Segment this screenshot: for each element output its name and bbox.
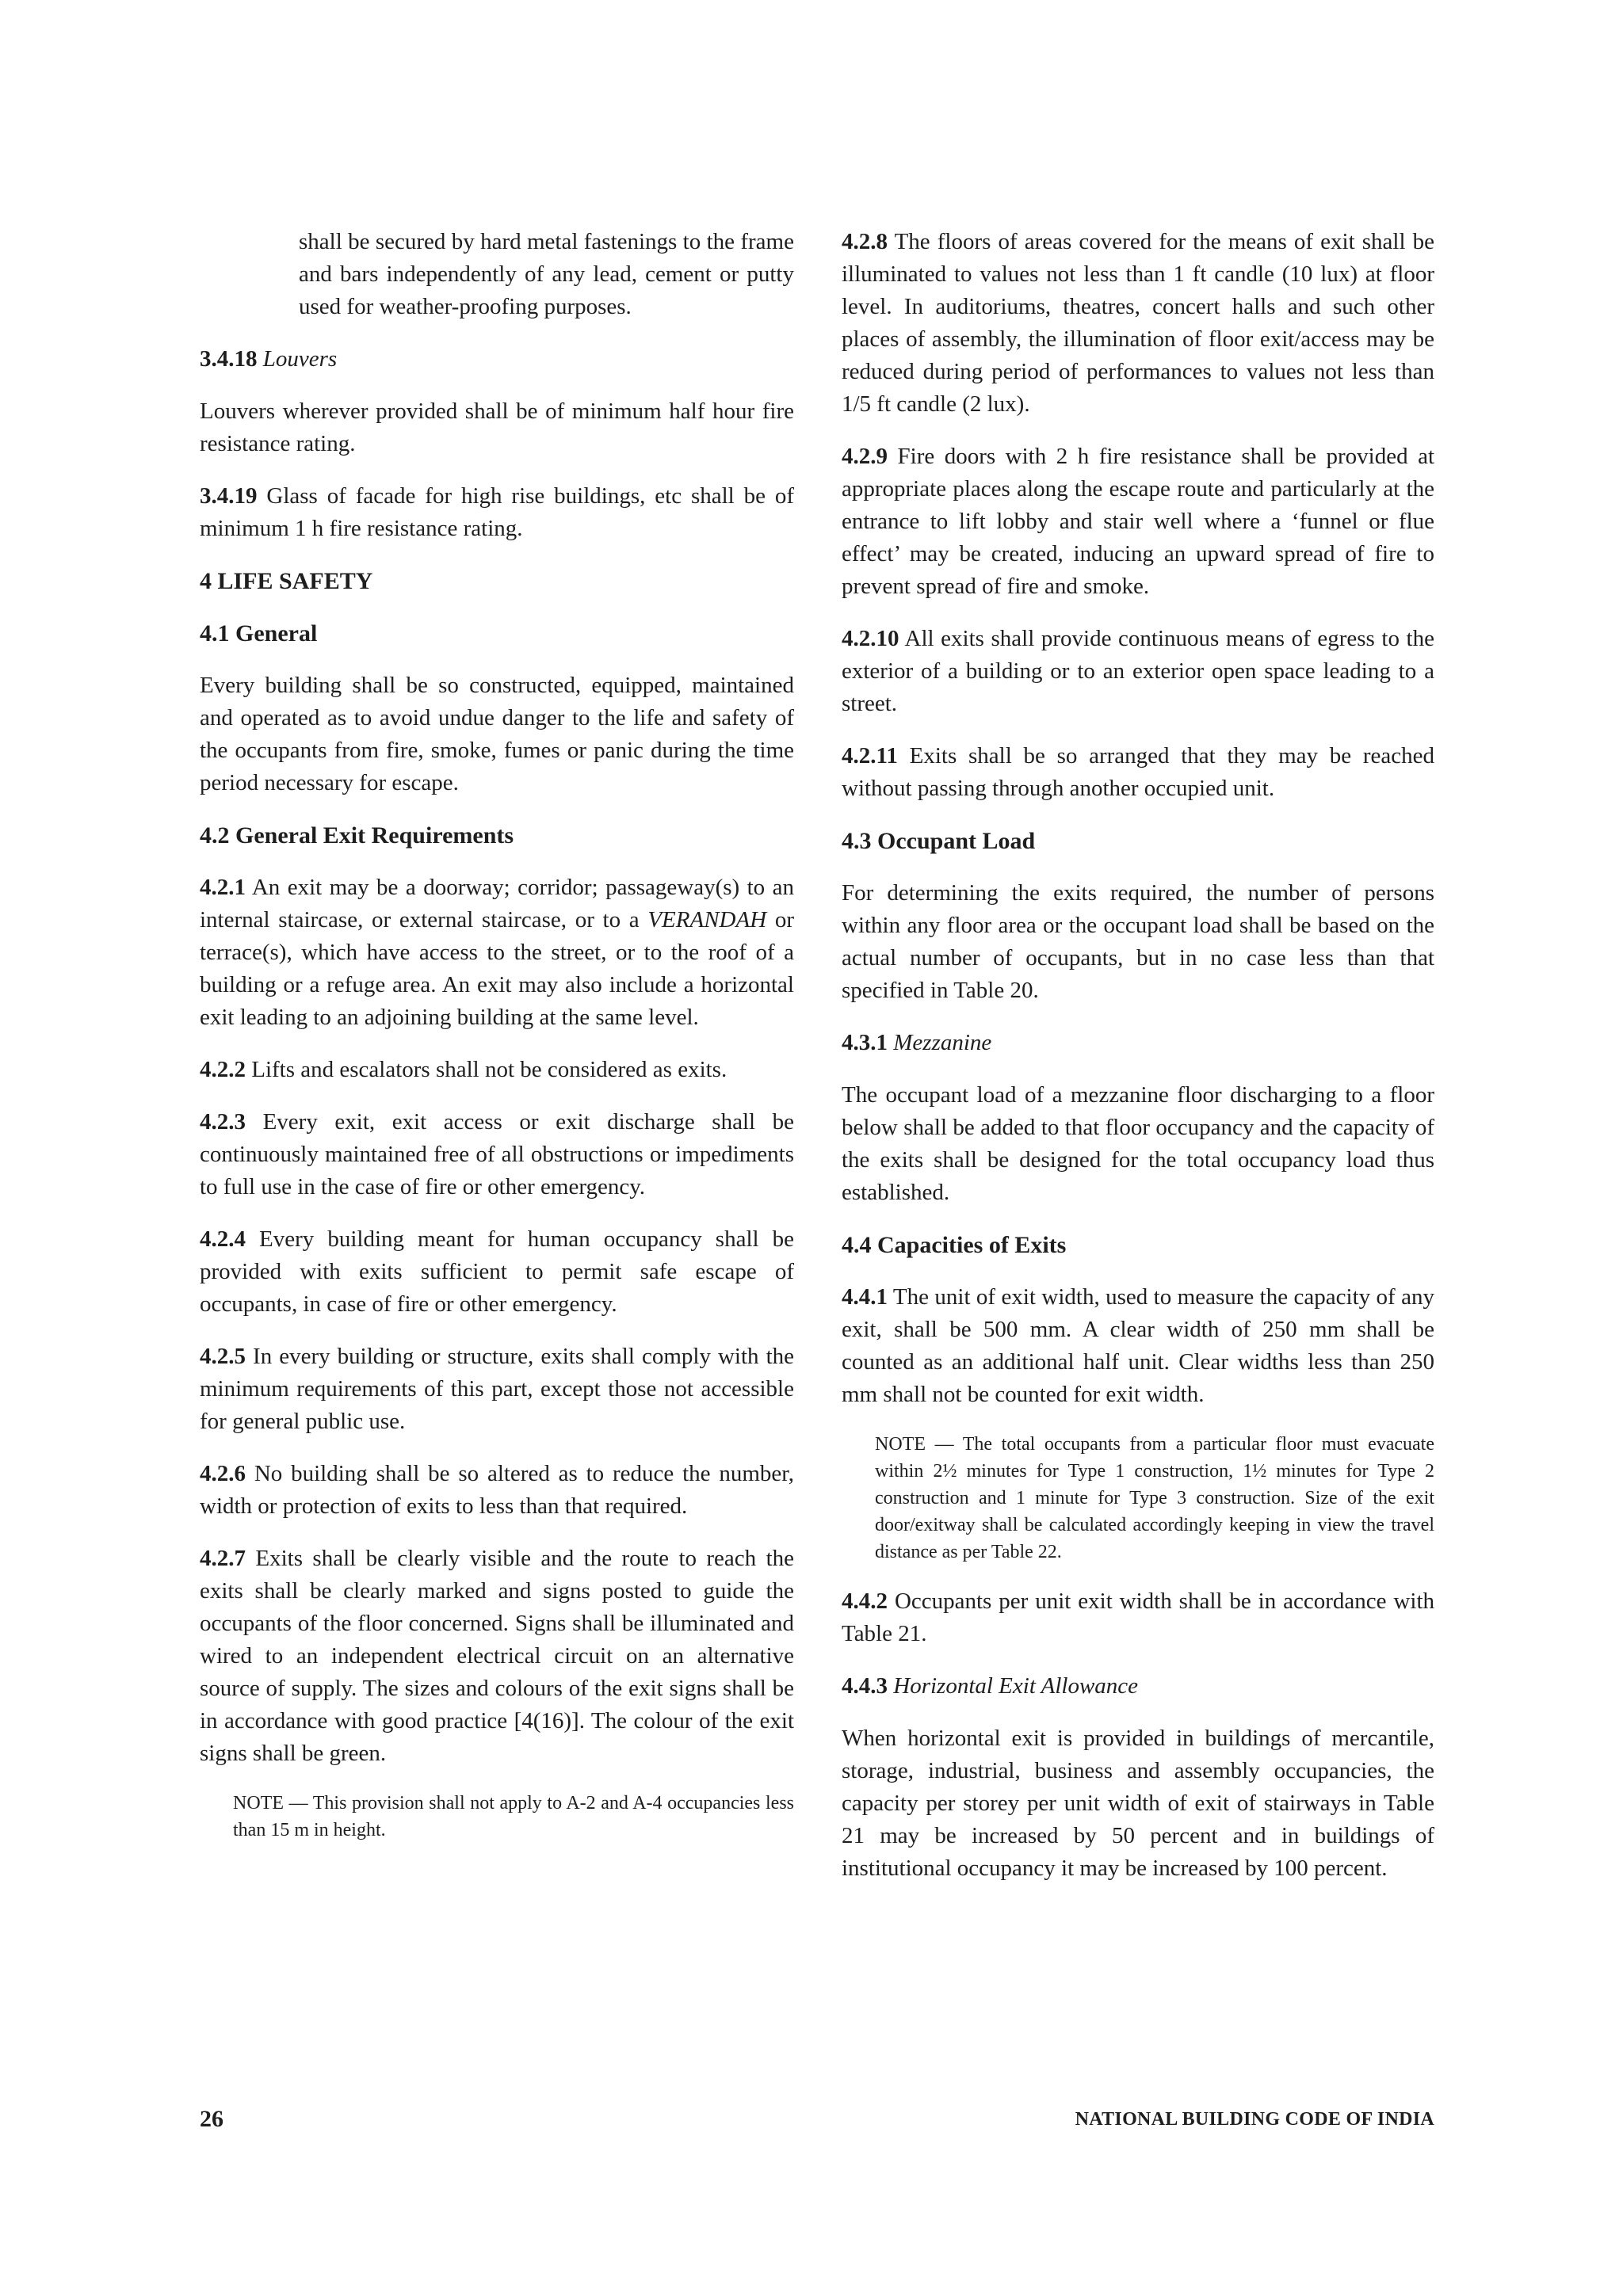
clause-4-2-9: 4.2.9 Fire doors with 2 h fire resistance shall be provided at appropriate places along the escape route and particularly at the entrance to lift lobby and stair well where a ‘funnel or flue effect’ may be created, inducing an upward spread of fire to prevent spread of fire and smoke. [842,444,1435,599]
clause-4-2-5: 4.2.5 In every building or structure, exits shall comply with the minimum requirements of this part, except those not accessible for general public use. [200,1344,795,1434]
left-column [200,226,794,1863]
section-4-3-text: For determining the exits required, the number of persons within any floor area or the occupant load shall be based on the actual number of occupants, but in no case less than that specified in Table 20. [842,880,1434,1003]
section-4-1-text: Every building shall be so constructed, equipped, maintained and operated as to avoid undue danger to the life and safety of the occupants from fire, smoke, fumes or panic during the time period necessary for escape. [200,673,794,795]
continued-paragraph: shall be secured by hard metal fastenings to the frame and bars independently of any lead, cement or putty used for weather-proofing purposes. [299,229,794,319]
clause-4-2-10: 4.2.10 All exits shall provide continuous means of egress to the exterior of a building or to an exterior open space leading to a street. [842,626,1434,716]
section-4-heading: 4 LIFE SAFETY [200,568,373,594]
clause-4-2-4: 4.2.4 Every building meant for human occupancy shall be provided with exits sufficient to permit safe escape of occupants, in case of fire or other emergency. [200,1226,794,1317]
clause-4-2-2: 4.2.2 Lifts and escalators shall not be considered as exits. [200,1057,727,1082]
clause-4-2-8: 4.2.8 The floors of areas covered for the means of exit shall be illuminated to values not less than 1 ft candle (10 lux) at floor level. In auditoriums, theatres, concert halls and such other places of assembly, the illumination of floor exit/access may be reduced during period of performances to values not less than 1/5 ft candle (2 lux). [842,229,1434,417]
right-column [842,226,1434,1905]
clause-4-2-11: 4.2.11 Exits shall be so arranged that they may be reached without passing through another occupied unit. [842,743,1434,801]
clause-4-3-1-text: The occupant load of a mezzanine floor discharging to a floor below shall be added to that floor occupancy and the capacity of the exits shall be designed for the total occupancy load thus established. [842,1082,1434,1205]
clause-3-4-19: 3.4.19 Glass of facade for high rise buildings, etc shall be of minimum 1 h fire resistance rating. [200,483,795,541]
note-4-2-7: NOTE — This provision shall not apply to A-2 and A-4 occupancies less than 15 m in height. [233,1793,794,1840]
clause-3-4-18-heading: 3.4.18 Louvers [200,346,338,372]
clause-4-2-6: 4.2.6 No building shall be so altered as to reduce the number, width or protection of exits to less than that required. [200,1461,795,1519]
clause-4-2-1: 4.2.1 An exit may be a doorway; corridor; passageway(s) to an internal staircase, or external staircase, or to a VERANDAH or terrace(s), which have access to the street, or to the roof of a building or a refuge area. An exit may also include a horizontal exit leading to an adjoining building at the same level. [200,875,795,1030]
clause-4-4-3-heading: 4.4.3 Horizontal Exit Allowance [842,1673,1139,1699]
section-4-3-heading: 4.3 Occupant Load [842,828,1036,854]
section-4-4-heading: 4.4 Capacities of Exits [842,1232,1067,1258]
clause-4-2-3: 4.2.3 Every exit, exit access or exit discharge shall be continuously maintained free of all obstructions or impediments to full use in the case of fire or other emergency. [200,1109,795,1199]
clause-3-4-18-text: Louvers wherever provided shall be of minimum half hour fire resistance rating. [200,399,794,456]
clause-4-3-1-heading: 4.3.1 Mezzanine [842,1030,992,1055]
note-4-4-1: NOTE — The total occupants from a particular floor must evacuate within 2½ minutes for Type 1 construction, 1½ minutes for Type 2 construction and 1 minute for Type 3 construction. Size of the exit door/exitway shall be calculated accordingly keeping in view the travel distance as per Table 22. [875,1434,1434,1562]
page-number: 26 [200,2106,223,2132]
running-footer-title: NATIONAL BUILDING CODE OF INDIA [1075,2109,1434,2130]
clause-4-2-7: 4.2.7 Exits shall be clearly visible and the route to reach the exits shall be clearly marked and signs posted to guide the occupants of the floor concerned. Signs shall be illuminated and wired to an independent electrical circuit on an alternative source of supply. The sizes and colours of the exit signs shall be in accordance with good practice [4(16)]. The colour of the exit signs shall be green. [200,1546,794,1766]
clause-4-4-1: 4.4.1 The unit of exit width, used to measure the capacity of any exit, shall be 500 mm. A clear width of 250 mm shall be counted as an additional half unit. Clear widths less than 250 mm shall not be counted for exit width. [842,1284,1434,1407]
section-4-2-heading: 4.2 General Exit Requirements [200,822,514,849]
clause-4-4-3-text: When horizontal exit is provided in buildings of mercantile, storage, industrial, business and assembly occupancies, the capacity per storey per unit width of exit of stairways in Table 21 may be increased by 50 percent and in buildings of institutional occupancy it may be increased by 100 percent. [842,1726,1434,1881]
section-4-1-heading: 4.1 General [200,620,318,646]
clause-4-4-2: 4.4.2 Occupants per unit exit width shall be in accordance with Table 21. [842,1589,1435,1646]
